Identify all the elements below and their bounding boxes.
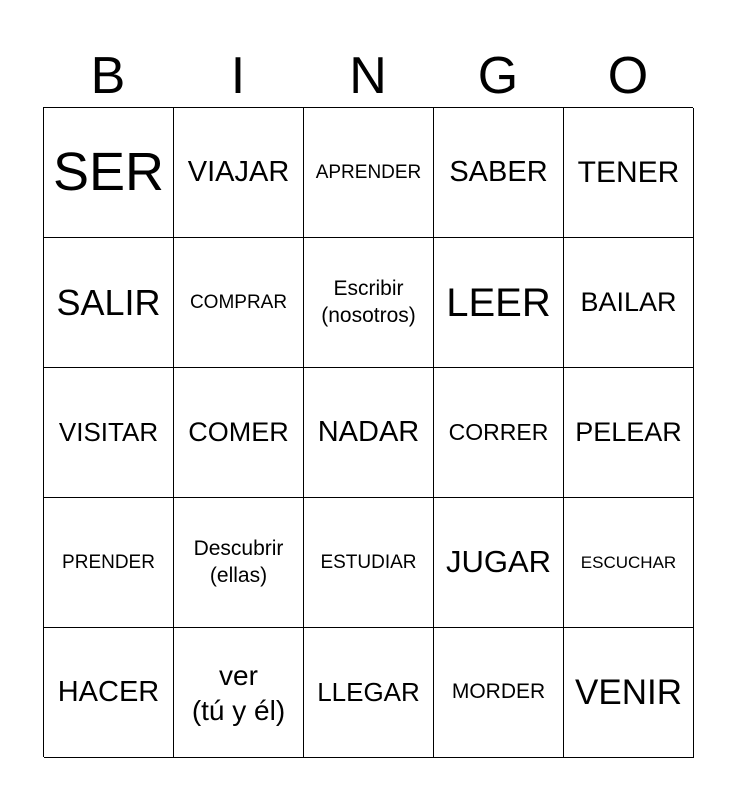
- bingo-cell[interactable]: COMPRAR: [174, 238, 304, 368]
- bingo-cell[interactable]: SALIR: [44, 238, 174, 368]
- bingo-cell[interactable]: HACER: [44, 628, 174, 758]
- bingo-cell[interactable]: SABER: [434, 108, 564, 238]
- bingo-cell[interactable]: PELEAR: [564, 368, 694, 498]
- bingo-cell[interactable]: BAILAR: [564, 238, 694, 368]
- header-letter-g: G: [477, 47, 519, 105]
- bingo-cell[interactable]: PRENDER: [44, 498, 174, 628]
- bingo-cell[interactable]: VENIR: [564, 628, 694, 758]
- bingo-header: [43, 46, 693, 106]
- bingo-cell[interactable]: ver (tú y él): [174, 628, 304, 758]
- header-letter-o: O: [607, 47, 649, 105]
- header-letter-n: N: [349, 47, 387, 105]
- bingo-cell[interactable]: VIAJAR: [174, 108, 304, 238]
- header-letter-b: B: [90, 47, 126, 105]
- bingo-grid: [43, 107, 693, 757]
- bingo-cell[interactable]: SER: [44, 108, 174, 238]
- bingo-cell[interactable]: MORDER: [434, 628, 564, 758]
- bingo-cell[interactable]: ESTUDIAR: [304, 498, 434, 628]
- bingo-cell[interactable]: TENER: [564, 108, 694, 238]
- bingo-cell[interactable]: JUGAR: [434, 498, 564, 628]
- bingo-cell[interactable]: LEER: [434, 238, 564, 368]
- header-letter-i: I: [230, 47, 246, 105]
- bingo-cell[interactable]: APRENDER: [304, 108, 434, 238]
- bingo-cell[interactable]: CORRER: [434, 368, 564, 498]
- bingo-cell[interactable]: NADAR: [304, 368, 434, 498]
- bingo-cell[interactable]: Descubrir (ellas): [174, 498, 304, 628]
- bingo-cell[interactable]: LLEGAR: [304, 628, 434, 758]
- bingo-cell[interactable]: Escribir (nosotros): [304, 238, 434, 368]
- bingo-cell[interactable]: COMER: [174, 368, 304, 498]
- bingo-cell[interactable]: ESCUCHAR: [564, 498, 694, 628]
- bingo-cell[interactable]: VISITAR: [44, 368, 174, 498]
